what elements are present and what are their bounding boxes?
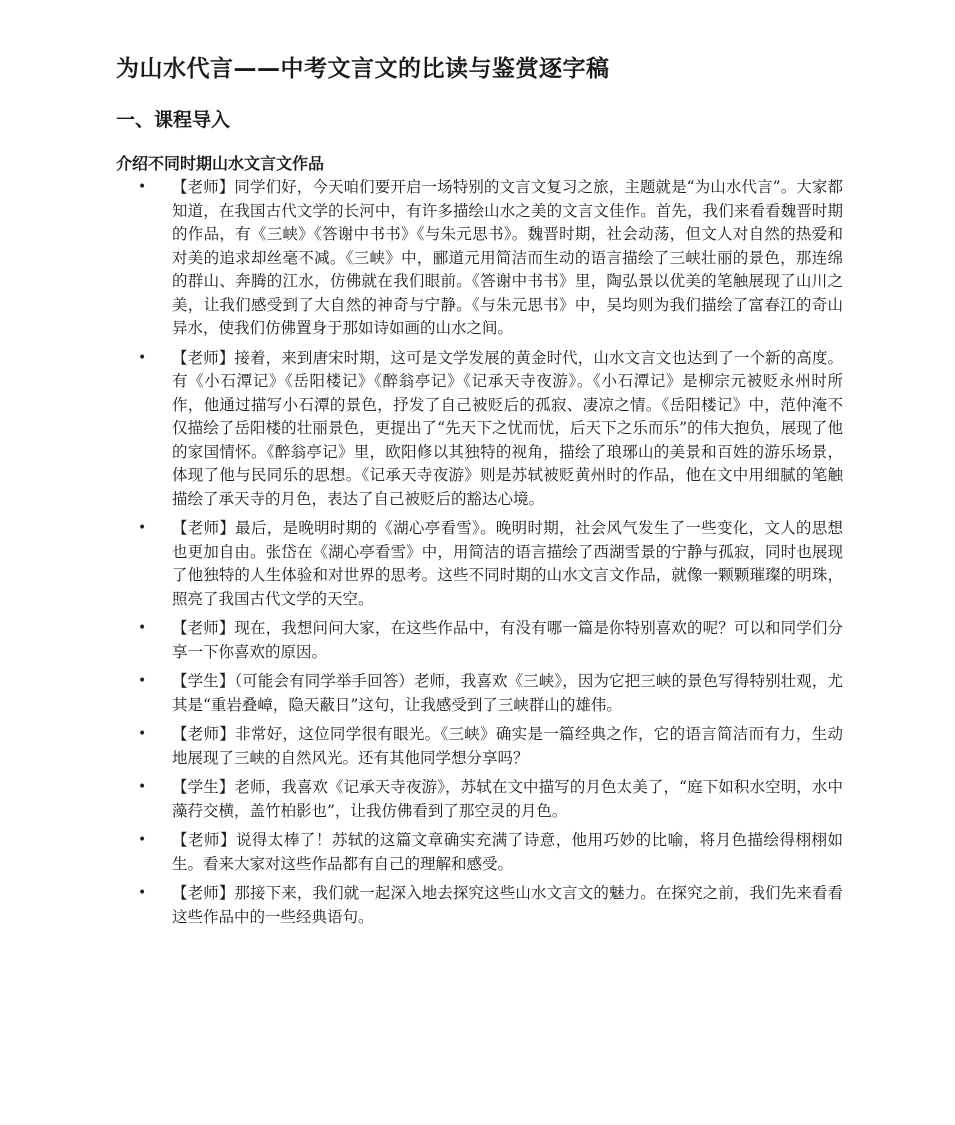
- bullet-icon: •: [138, 349, 147, 366]
- bullet-icon: •: [138, 620, 147, 636]
- list-item: [116, 776, 843, 823]
- bullet-icon: •: [138, 779, 147, 795]
- list-item: [116, 617, 843, 664]
- bullet-icon: •: [138, 179, 147, 195]
- list-item-text: 【学生】（可能会有同学举手回答）老师，我喜欢《三峡》，因为它把三峡的景色写得特别壮观，尤其是“重岩叠嶂，隐天蔽日”这句，让我感受到了三峡群山的雄伟。: [172, 672, 843, 714]
- list-item: [116, 347, 843, 512]
- list-item-text: 【学生】老师，我喜欢《记承天寺夜游》，苏轼在文中描写的月色太美了，“庭下如积水空明，水中藻荇交横，盖竹柏影也”，让我仿佛看到了那空灵的月色。: [172, 778, 843, 820]
- list-item-text: 【老师】现在，我想问问大家，在这些作品中，有没有哪一篇是你特别喜欢的呢？可以和同学们分享一下你喜欢的原因。: [172, 619, 843, 661]
- list-item: [116, 176, 843, 341]
- list-item: [116, 517, 843, 611]
- list-item-text: 【老师】非常好，这位同学很有眼光。《三峡》确实是一篇经典之作，它的语言简洁而有力，生动地展现了三峡的自然风光。还有其他同学想分享吗？: [172, 725, 843, 767]
- bullet-icon: •: [138, 726, 147, 742]
- list-item-text: 【老师】那接下来，我们就一起深入地去探究这些山水文言文的魅力。在探究之前，我们先来看看这些作品中的一些经典语句。: [172, 884, 843, 926]
- section-heading: 一、课程导入: [116, 109, 231, 131]
- sub-heading: 介绍不同时期山水文言文作品: [116, 154, 325, 173]
- list-item-text: 【老师】说得太棒了！苏轼的这篇文章确实充满了诗意，他用巧妙的比喻，将月色描绘得栩栩如生。看来大家对这些作品都有自己的理解和感受。: [172, 831, 843, 873]
- list-item-text: 【老师】接着，来到唐宋时期，这可是文学发展的黄金时代，山水文言文也达到了一个新的高度。有《小石潭记》《岳阳楼记》《醉翁亭记》《记承天寺夜游》。《小石潭记》是柳宗元被贬永州时所作，他通过描写小石潭的景色，抒发了自己被贬后的孤寂、凄凉之情。《岳阳楼记》中，范仲淹不仅描绘了岳阳楼的壮丽景色，更提出了“先天下之忧而忧，后天下之乐而乐”的伟大抱负，展现了他的家国情怀。《醉翁亭记》里，欧阳修以其独特的视角，描绘了琅琊山的美景和百姓的游乐场景，体现了他与民同乐的思想。《记承天寺夜游》则是苏轼被贬黄州时的作品，他在文中用细腻的笔触描绘了承天寺的月色，表达了自己被贬后的豁达心境。: [172, 348, 843, 508]
- dialogue-list: [116, 176, 843, 929]
- list-item: [116, 882, 843, 929]
- list-item-text: 【老师】最后，是晚明时期的《湖心亭看雪》。晚明时期，社会风气发生了一些变化，文人的思想也更加自由。张岱在《湖心亭看雪》中，用简洁的语言描绘了西湖雪景的宁静与孤寂，同时也展现了他独特的人生体验和对世界的思考。这些不同时期的山水文言文作品，就像一颗颗璀璨的明珠，照亮了我国古代文学的天空。: [172, 519, 843, 608]
- list-item-text: 【老师】同学们好，今天咱们要开启一场特别的文言文复习之旅，主题就是“为山水代言”。大家都知道，在我国古代文学的长河中，有许多描绘山水之美的文言文佳作。首先，我们来看看魏晋时期的作品，有《三峡》《答谢中书书》《与朱元思书》。魏晋时期，社会动荡，但文人对自然的热爱和对美的追求却丝毫不减。《三峡》中，郦道元用简洁而生动的语言描绘了三峡壮丽的景色，那连绵的群山、奔腾的江水，仿佛就在我们眼前。《答谢中书书》里，陶弘景以优美的笔触展现了山川之美，让我们感受到了大自然的神奇与宁静。《与朱元思书》中，吴均则为我们描绘了富春江的奇山异水，使我们仿佛置身于那如诗如画的山水之间。: [172, 178, 843, 337]
- list-item: [116, 723, 843, 770]
- bullet-icon: •: [138, 520, 147, 536]
- list-item: [116, 829, 843, 876]
- bullet-icon: •: [138, 832, 147, 848]
- bullet-icon: •: [138, 673, 147, 689]
- list-item: [116, 670, 843, 717]
- document-title: 为山水代言——中考文言文的比读与鉴赏逐字稿: [116, 56, 610, 82]
- bullet-icon: •: [138, 885, 147, 901]
